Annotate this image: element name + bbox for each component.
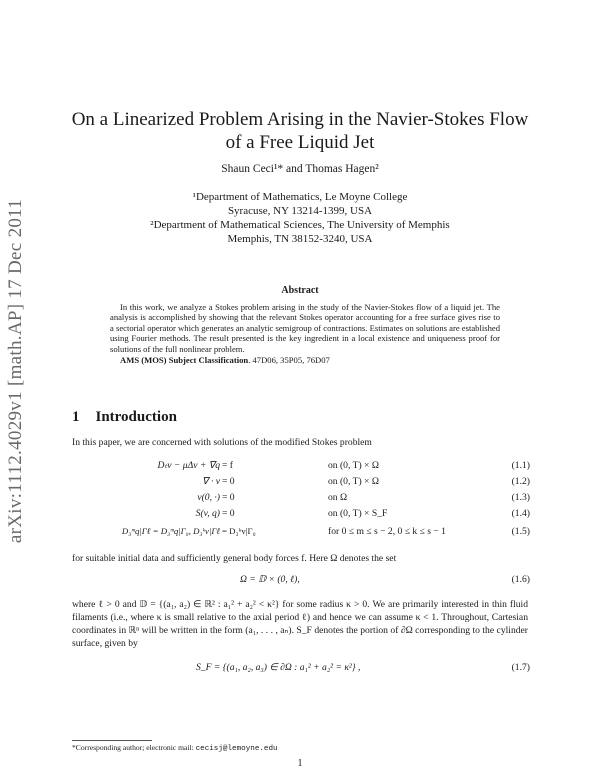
equation-tag: (1.2) — [511, 476, 530, 487]
equation-rhs: = 0 — [222, 492, 235, 503]
abstract-heading: Abstract — [281, 285, 319, 296]
section-title: Introduction — [95, 409, 177, 425]
ams-label: AMS (MOS) Subject Classification — [120, 355, 249, 366]
abstract — [110, 302, 500, 365]
equation-lhs: Dₜv − μΔv + ∇q — [157, 460, 220, 471]
section-number: 1 — [72, 409, 80, 425]
equation-tag: (1.1) — [511, 460, 530, 471]
equation-lhs: v(0, ·) — [197, 492, 220, 503]
display-equation — [72, 574, 530, 590]
equation-row — [72, 508, 530, 524]
equation-tag: (1.7) — [511, 662, 530, 673]
page-number: 1 — [297, 758, 303, 769]
ams-codes: . 47D06, 35P05, 76D07 — [248, 355, 330, 366]
equation-row — [72, 460, 530, 476]
equation-condition: on (0, T) × S_F — [328, 508, 388, 519]
equation-lhs: S(v, q) — [195, 508, 220, 519]
footnote — [72, 743, 278, 753]
footnote-rule — [72, 740, 152, 741]
section-heading — [72, 409, 177, 426]
footnote-email[interactable]: cecisj@lemoyne.edu — [195, 745, 278, 753]
equation-rhs: = f — [222, 460, 234, 471]
equation-condition: on (0, T) × Ω — [328, 476, 379, 487]
body-text: for suitable initial data and sufficiently general body forces f. Here Ω denotes the set — [72, 553, 397, 564]
equation-tag: (1.4) — [511, 508, 530, 519]
equation-tag: (1.5) — [511, 526, 530, 537]
equation-rhs: = 0 — [222, 476, 235, 487]
paper-title: On a Linearized Problem Arising in the Navier-Stokes Flow of a Free Liquid Jet — [71, 109, 529, 153]
equation-condition: for 0 ≤ m ≤ s − 2, 0 ≤ k ≤ s − 1 — [328, 526, 446, 537]
equation-body: S_F = {(a₁, a₂, a₃) ∈ ∂Ω : a₁² + a₂² = κ²} , — [196, 662, 361, 673]
equation-body: Ω = 𝔻 × (0, ℓ), — [240, 574, 300, 585]
equation-row — [72, 492, 530, 508]
body-paragraph: where ℓ > 0 and 𝔻 = {(a₁, a₂) ∈ ℝ² : a₁² + a₂² < κ²} for some radius κ > 0. We are primarily interested in thin fluid filaments (i.e., where κ is small relative to the axial period ℓ) and hence we can assume κ < 1. Throughout, Cartesian coordinates in ℝⁿ will be written in the form (a₁, . . . , aₙ). S_F denotes the portion of ∂Ω corresponding to the cylinder surface, given by — [72, 599, 528, 649]
equation-condition: on (0, T) × Ω — [328, 460, 379, 471]
equation-row — [72, 476, 530, 492]
authors: Shaun Ceci¹* and Thomas Hagen² — [221, 163, 379, 175]
ams-classification — [110, 355, 500, 365]
equation-row — [72, 526, 530, 542]
affiliation-line: Memphis, TN 38152-3240, USA — [227, 233, 373, 245]
equation-rhs: = 0 — [222, 508, 235, 519]
equation-lhs: ∇ · v — [202, 476, 220, 487]
affiliations — [120, 190, 480, 246]
affiliation-line: Syracuse, NY 13214-1399, USA — [227, 205, 373, 217]
affiliation-line: ²Department of Mathematical Sciences, The University of Memphis — [150, 219, 450, 231]
footnote-text: *Corresponding author; electronic mail: — [72, 743, 196, 752]
intro-paragraph: In this paper, we are concerned with solutions of the modified Stokes problem — [72, 437, 372, 448]
equation-condition: on Ω — [328, 492, 348, 503]
abstract-text: In this work, we analyze a Stokes problem arising in the study of the Navier-Stokes flow of a liquid jet. The analysis is accomplished by showing that the relevant Stokes operator accounting for a free surface gives rise to a sectorial operator which generates an analytic semigroup of contractions. Estimates on solutions are established using Fourier methods. The result presented is the key ingredient in a local existence and uniqueness proof for solutions of the full nonlinear problem. — [110, 302, 500, 354]
affiliation-line: ¹Department of Mathematics, Le Moyne College — [192, 191, 408, 203]
arxiv-stamp: arXiv:1112.4029v1 [math.AP] 17 Dec 2011 — [5, 198, 26, 544]
equation-tag: (1.3) — [511, 492, 530, 503]
equation-lhs: D₃ᵐq|Γℓ = D₃ᵐq|Γ₀, D₃ᵏv|Γℓ — [121, 526, 220, 536]
equation-tag: (1.6) — [511, 574, 530, 585]
equation-rhs: = D₃ᵏv|Γ₀ — [222, 526, 256, 536]
display-equation — [72, 662, 530, 678]
